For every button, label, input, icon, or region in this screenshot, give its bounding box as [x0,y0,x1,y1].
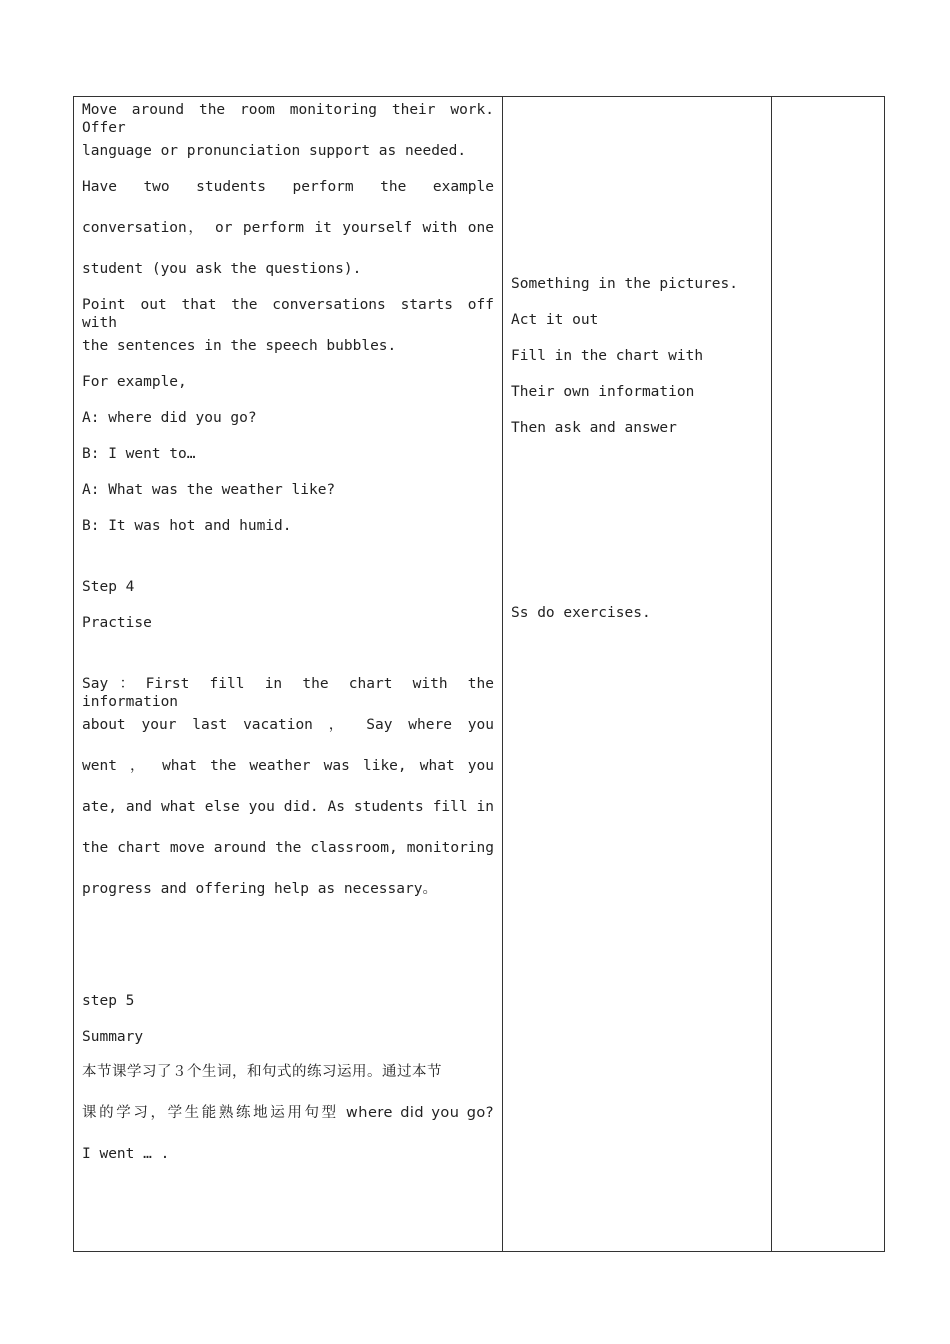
notes-column [772,97,884,1251]
text-line: Something in the pictures. [511,276,738,292]
text-line: Say：First fill in the chart with the information [82,676,494,710]
summary-line: I went … . [82,1146,170,1162]
text-line: went ， what the weather was like, what you [82,758,494,774]
text-line: conversation， or perform it yourself with one [82,220,494,236]
step-heading: step 5 [82,993,135,1009]
text-line: Point out that the conversations starts off with [82,297,494,331]
text-line: language or pronunciation support as needed. [82,143,467,159]
dialogue-line: B: I went to… [82,446,196,462]
step-title: Summary [82,1029,144,1045]
text-line: For example, [82,374,187,390]
text-line: Act it out [511,312,599,328]
summary-line: 课的学习，学生能熟练地运用句型 where did you go? [82,1105,494,1121]
text-line: student (you ask the questions). [82,261,362,277]
step-title: Practise [82,615,152,631]
summary-line: 本节课学习了３个生词，和句式的练习运用。通过本节 [82,1064,442,1080]
dialogue-line: A: What was the weather like? [82,482,336,498]
step-heading: Step 4 [82,579,135,595]
teacher-activity-column [74,97,503,1251]
text-line: Move around the room monitoring their work. Offer [82,102,494,136]
text-line: ate, and what else you did. As students fill in [82,799,494,815]
dialogue-line: A: where did you go? [82,410,257,426]
text-line: Ss do exercises. [511,605,651,621]
student-activity-column [503,97,772,1251]
text-line: Then ask and answer [511,420,677,436]
text-line: Fill in the chart with [511,348,704,364]
text-line: about your last vacation ， Say where you [82,717,494,733]
text-line: Have two students perform the example [82,179,494,195]
text-line: the sentences in the speech bubbles. [82,338,397,354]
text-line: Their own information [511,384,695,400]
lesson-table [73,96,885,1252]
text-line: the chart move around the classroom, monitoring [82,840,494,856]
text-line: progress and offering help as necessary。 [82,881,437,897]
dialogue-line: B: It was hot and humid. [82,518,292,534]
